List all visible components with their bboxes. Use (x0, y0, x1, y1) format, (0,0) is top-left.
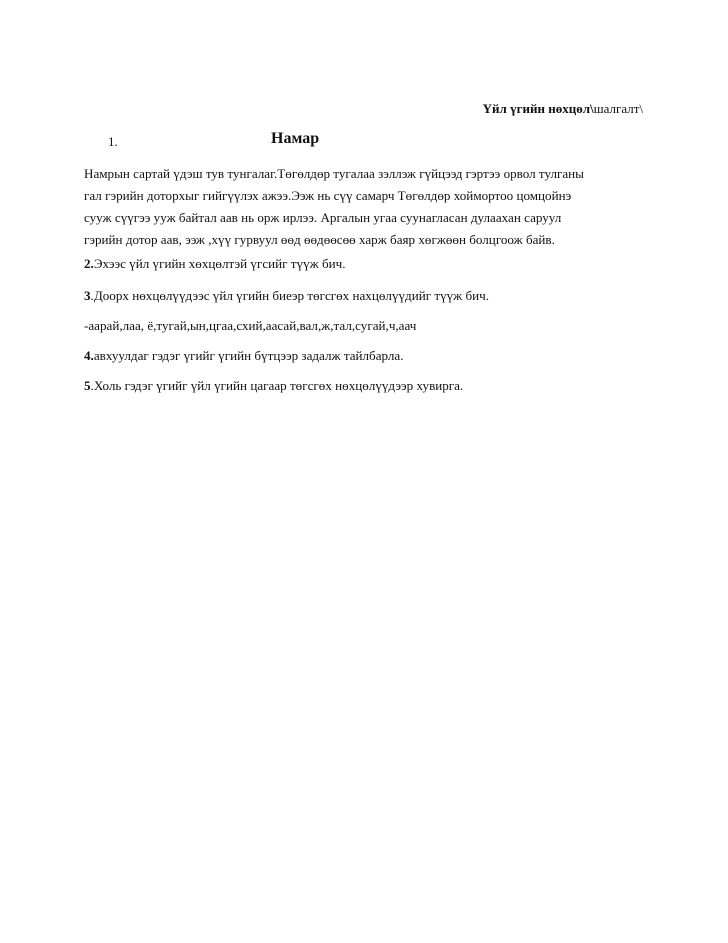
header-title: Үйл үгийн нөхцөл\ (482, 101, 594, 116)
task-2 (84, 256, 345, 272)
task-text: .Холь гэдэг үгийг үйл үгийн цагаар төгсгөх нөхцөлүүдээр хувирга. (90, 378, 464, 393)
task-number: 4. (84, 348, 94, 363)
reading-paragraph (84, 163, 654, 251)
header-subtitle: шалгалт\ (593, 101, 643, 116)
paragraph-line: Намрын сартай үдэш тув тунгалаг.Төгөлдөр тугалаа зэллэж гүйцээд гэртээ орвол тулганы (84, 166, 584, 181)
text-title: Намар (271, 130, 320, 147)
paragraph-line: гал гэрийн доторхыг гийгүүлэх ажээ.Ээж нь сүү самарч Төгөлдөр хоймортоо цомцойнэ (84, 188, 572, 203)
paragraph-line: гэрийн дотор аав, ээж ,хүү гурвуул өөд өөдөөсөө харж баяр хөгжөөн болцгоож байв. (84, 232, 555, 247)
task-4 (84, 348, 404, 364)
paragraph-line: сууж сүүгээ ууж байтал аав нь орж ирлээ. Аргалын угаа суунагласан дулаахан саруул (84, 210, 562, 225)
task-text: Эхээс үйл үгийн хөхцөлтэй үгсийг түүж бич. (93, 256, 346, 271)
page-header (483, 101, 643, 117)
task-3 (84, 288, 489, 304)
task-number: 2. (84, 256, 94, 271)
task-5 (84, 378, 463, 394)
task-text: .Доорх нөхцөлүүдээс үйл үгийн биеэр төгсгөх нахцөлүүдийг түүж бич. (90, 288, 490, 303)
list-number: 1. (108, 134, 118, 149)
task-text: авхуулдаг гэдэг үгийг үгийн бүтцээр задалж тайлбарла. (93, 348, 404, 363)
task-number: 5 (84, 378, 91, 393)
task-number: 3 (84, 288, 91, 303)
suffix-list: -аарай,лаа, ё,тугай,ын,цгаа,схий,аасай,вал,ж,тал,сугай,ч,аач (84, 318, 417, 333)
